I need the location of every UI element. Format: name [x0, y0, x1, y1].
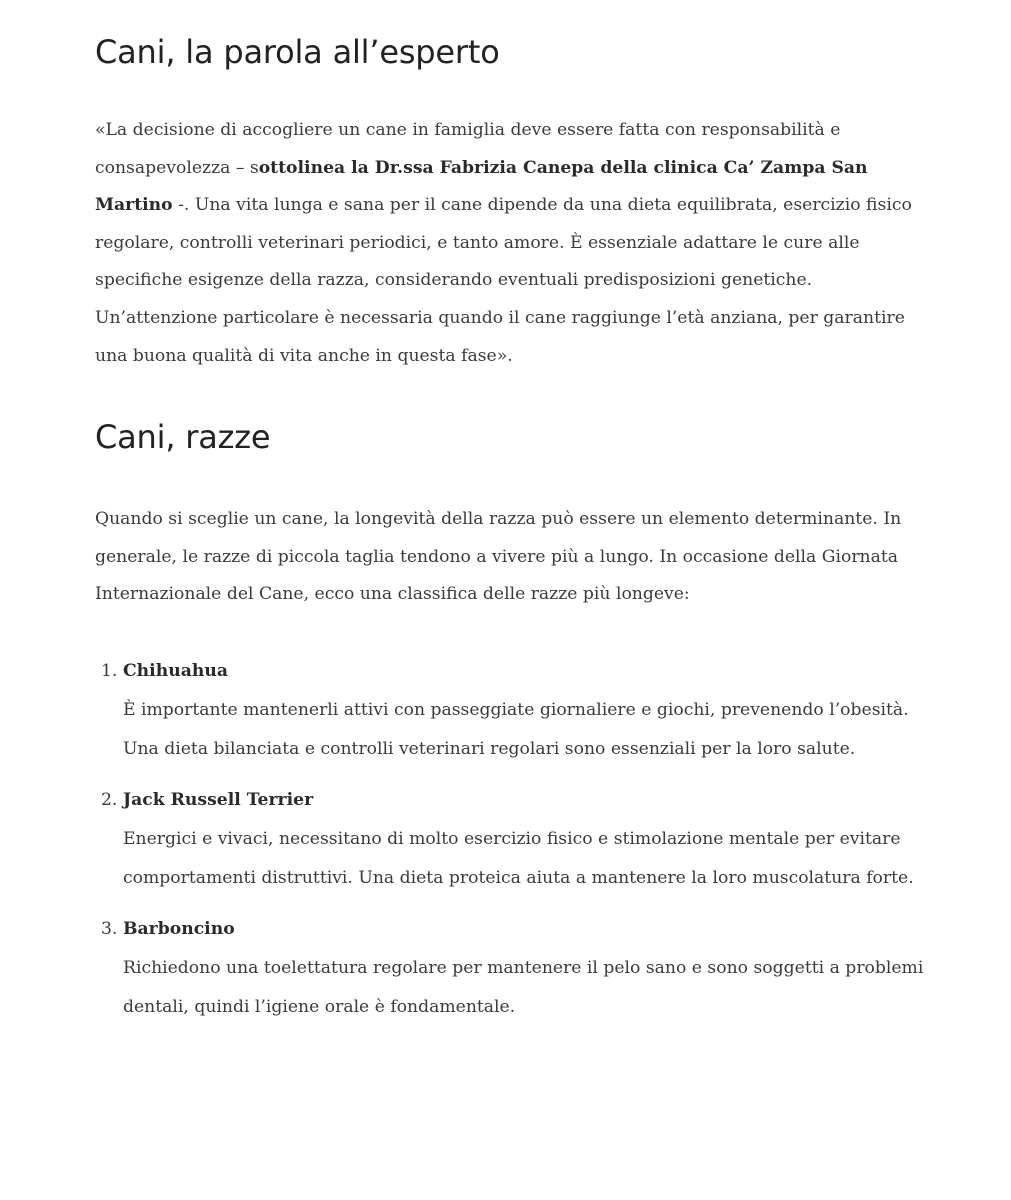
- heading-breeds: Cani, razze: [95, 418, 271, 457]
- quote-intro-text: «La decisione di accogliere un cane in famiglia deve essere fatta con responsabilità e consapevolezza – s: [95, 120, 841, 178]
- list-item-number: 3.: [101, 918, 118, 939]
- list-item-chihuahua: [95, 656, 925, 769]
- breed-description: È importante mantenerli attivi con passeggiate giornaliere e giochi, prevenendo l’obesità. Una dieta bilanciata e controlli veterinari regolari sono essenziali per la loro salute.: [123, 699, 909, 759]
- quote-body-text: -. Una vita lunga e sana per il cane dipende da una dieta equilibrata, esercizio fisico regolare, controlli veterinari periodici, e tanto amore. È essenziale adattare le cure alle specifiche esigenze della razza, considerando eventuali predisposizioni genetiche. Un’attenzione particolare è necessaria quando il cane raggiunge l’età anziana, per garantire una buona qualità di vita anche in questa fase».: [95, 195, 912, 366]
- article-body: [95, 28, 925, 1043]
- breed-name: Barboncino: [123, 918, 235, 939]
- list-item-number: 1.: [101, 660, 118, 681]
- breeds-list: [95, 656, 925, 1027]
- quote-attribution-bold: ottolinea la Dr.ssa Fabrizia Canepa della clinica Ca’ Zampa San Martino: [95, 157, 868, 216]
- breed-name: Jack Russell Terrier: [123, 789, 314, 810]
- breeds-intro-paragraph: Quando si sceglie un cane, la longevità della razza può essere un elemento determinante. In generale, le razze di piccola taglia tendono a vivere più a lungo. In occasione della Giornata Internazionale del Cane, ecco una classifica delle razze più longeve:: [95, 509, 902, 605]
- heading-expert: Cani, la parola all’esperto: [95, 33, 500, 71]
- expert-quote-paragraph: [95, 112, 925, 375]
- list-item-jack-russell: [95, 785, 925, 898]
- breed-name: Chihuahua: [123, 660, 228, 681]
- list-item-barboncino: [95, 914, 925, 1027]
- breed-description: Energici e vivaci, necessitano di molto esercizio fisico e stimolazione mentale per evitare comportamenti distruttivi. Una dieta proteica aiuta a mantenere la loro muscolatura forte.: [123, 828, 914, 888]
- breed-description: Richiedono una toelettatura regolare per mantenere il pelo sano e sono soggetti a problemi dentali, quindi l’igiene orale è fondamentale.: [123, 957, 924, 1017]
- list-item-number: 2.: [101, 789, 118, 810]
